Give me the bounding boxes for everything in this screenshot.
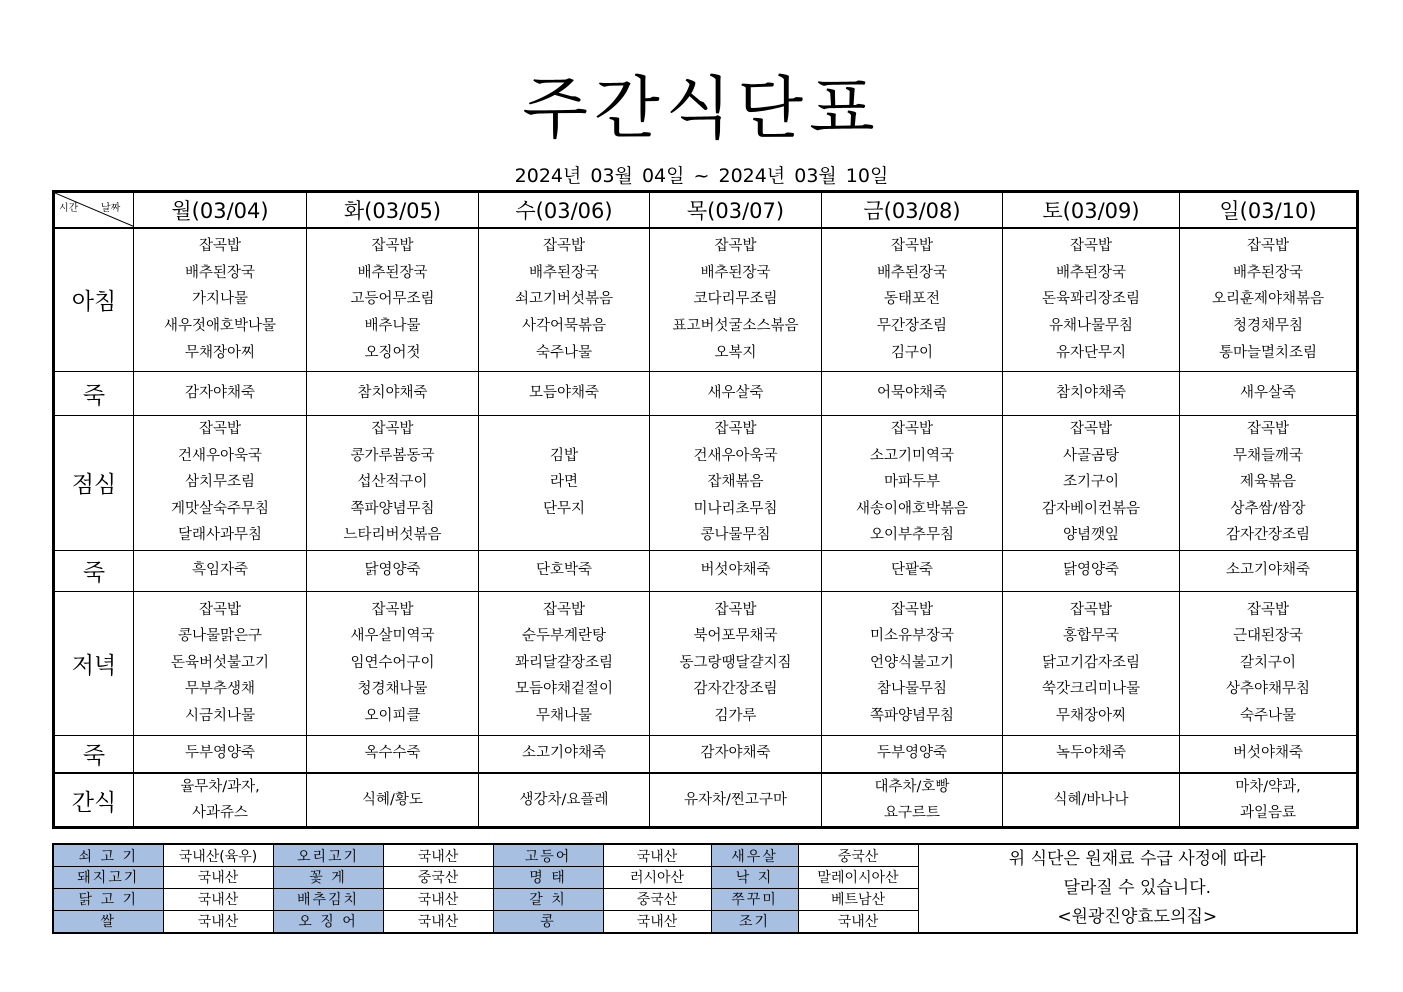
origin-country: 국내산: [163, 888, 273, 910]
menu-item: 제육볶음: [1239, 474, 1297, 491]
origin-table: [52, 843, 1358, 934]
menu-item: 소고기미역국: [869, 447, 955, 464]
porridge-cell: 어묵야채죽: [822, 371, 1003, 415]
menu-item: 잡곡밥: [714, 421, 757, 438]
menu-item: 상추쌈/쌈장: [1230, 500, 1306, 517]
menu-item: 북어포무채국: [693, 628, 778, 645]
day-header-thu: 목(03/07): [650, 192, 822, 229]
menu-cell: [479, 228, 650, 371]
menu-item: 오리훈제야채볶음: [1211, 291, 1325, 308]
menu-item: 배추된장국: [184, 264, 256, 281]
menu-item: 숙주나물: [1239, 707, 1297, 724]
row-label-porridge: 죽: [54, 735, 134, 773]
menu-item: 요구르트: [883, 805, 941, 821]
menu-item: 잡곡밥: [714, 601, 757, 618]
notice-text: [918, 844, 1357, 933]
porridge-cell: 단호박죽: [479, 550, 650, 591]
menu-item: <원광진양효도의집>: [1057, 907, 1218, 927]
menu-item: 생강차/요플레: [519, 792, 609, 808]
day-header-mon: 월(03/04): [134, 192, 307, 229]
menu-item: 잡채볶음: [707, 474, 764, 491]
row-label-dinner: 저녁: [54, 591, 134, 735]
menu-item: 잡곡밥: [542, 601, 586, 618]
menu-item: 동그랑땡달걀지짐: [679, 654, 792, 671]
menu-item: 콩나물맑은구: [177, 628, 263, 645]
menu-item: 표고버섯굴소스볶음: [672, 318, 799, 335]
menu-item: 대추차/호빵: [874, 779, 950, 795]
menu-item: 새우살미역국: [350, 628, 435, 645]
menu-item: 달래사과무침: [177, 527, 263, 544]
origin-country: 러시아산: [603, 867, 711, 889]
origin-item: 닭 고 기: [53, 888, 163, 910]
origin-country: 중국산: [603, 888, 711, 910]
menu-cell: [822, 228, 1003, 371]
menu-item: 마차/약과,: [1235, 779, 1301, 795]
weekly-menu-table: [52, 190, 1359, 829]
menu-item: 배추된장국: [1232, 264, 1304, 281]
origin-country: 국내산: [603, 910, 711, 933]
menu-cell: [134, 591, 307, 735]
menu-item: 무채장아찌: [1055, 707, 1127, 724]
menu-cell: [307, 591, 479, 735]
corner-time-label: 시간: [59, 203, 79, 214]
menu-item: 식혜/바나나: [1053, 792, 1129, 808]
menu-item: 꽈리달걀장조림: [514, 654, 614, 671]
menu-item: 무채장아찌: [184, 344, 256, 361]
menu-item: 순두부계란탕: [521, 628, 607, 645]
menu-cell: [134, 228, 307, 371]
menu-item: 잡곡밥: [371, 601, 414, 618]
origin-country: 국내산: [163, 867, 273, 889]
menu-item: 콩나물무침: [700, 527, 771, 544]
menu-cell: [1180, 415, 1358, 550]
menu-cell: [307, 415, 479, 550]
porridge-cell: 흑임자죽: [134, 550, 307, 591]
menu-item: 잡곡밥: [1246, 421, 1290, 438]
origin-country: 국내산: [383, 888, 493, 910]
menu-item: 청경채무침: [1232, 318, 1304, 335]
origin-country: 중국산: [798, 844, 918, 867]
menu-item: 율무차/과자,: [180, 779, 260, 795]
menu-item: 배추된장국: [1055, 264, 1127, 281]
menu-cell: [650, 415, 822, 550]
origin-country: 국내산: [383, 844, 493, 867]
menu-item: 오복지: [714, 344, 757, 361]
menu-item: 닭고기감자조림: [1041, 654, 1141, 671]
menu-item: 배추된장국: [357, 264, 428, 281]
snack-cell: [650, 773, 822, 828]
corner-date-label: 날짜: [101, 203, 121, 214]
origin-item: 갈 치: [493, 888, 603, 910]
porridge-cell: 모듬야채죽: [479, 371, 650, 415]
menu-item: 청경채나물: [357, 681, 428, 698]
origin-item: 꽃 게: [273, 867, 383, 889]
origin-item: 고등어: [493, 844, 603, 867]
menu-item: 통마늘멸치조림: [1218, 344, 1318, 361]
menu-cell: [822, 591, 1003, 735]
origin-item: 돼지고기: [53, 867, 163, 889]
menu-item: 잡곡밥: [198, 421, 242, 438]
menu-item: 건새우아욱국: [177, 447, 263, 464]
menu-item: 무채들깨국: [1232, 447, 1304, 464]
menu-item: 위 식단은 원재료 수급 사정에 따라: [1008, 849, 1266, 869]
menu-item: 홍합무국: [1062, 628, 1120, 645]
porridge-cell: 옥수수죽: [307, 735, 479, 773]
menu-item: 상추야채무침: [1225, 681, 1311, 698]
porridge-cell: 감자야채죽: [650, 735, 822, 773]
page-title: 주간식단표: [522, 70, 881, 149]
origin-country: 국내산(육우): [163, 844, 273, 867]
row-label-lunch: 점심: [54, 415, 134, 550]
day-header-sat: 토(03/09): [1003, 192, 1180, 229]
menu-cell: [134, 415, 307, 550]
menu-item: 김밥: [549, 447, 578, 464]
origin-item: 쭈꾸미: [711, 888, 798, 910]
menu-item: 잡곡밥: [542, 238, 586, 255]
menu-item: 갈치구이: [1239, 654, 1297, 671]
menu-item: 사과쥬스: [191, 805, 249, 821]
origin-item: 낙 지: [711, 867, 798, 889]
menu-item: 미소유부장국: [869, 628, 955, 645]
porridge-cell: 참치야채죽: [1003, 371, 1180, 415]
porridge-cell: 단팥죽: [822, 550, 1003, 591]
porridge-cell: 버섯야채죽: [650, 550, 822, 591]
menu-item: 배추된장국: [528, 264, 600, 281]
menu-item: 오징어젓: [364, 344, 421, 361]
menu-item: 잡곡밥: [714, 238, 757, 255]
menu-item: 오이피클: [364, 707, 421, 724]
menu-item: 감자베이컨볶음: [1041, 500, 1141, 517]
porridge-cell: 버섯야채죽: [1180, 735, 1358, 773]
menu-item: 게맛살숙주무침: [170, 500, 270, 517]
menu-item: 잡곡밥: [371, 421, 414, 438]
menu-item: 마파두부: [883, 474, 941, 491]
snack-cell: [1180, 773, 1358, 828]
snack-cell: [479, 773, 650, 828]
row-label-porridge: 죽: [54, 550, 134, 591]
menu-cell: [1003, 415, 1180, 550]
menu-item: 미나리초무침: [693, 500, 778, 517]
day-header-fri: 금(03/08): [822, 192, 1003, 229]
menu-item: 잡곡밥: [371, 238, 414, 255]
menu-item: 오이부추무침: [869, 527, 955, 544]
menu-item: 건새우아욱국: [693, 447, 778, 464]
menu-item: 배추된장국: [876, 264, 948, 281]
menu-cell: [1003, 228, 1180, 371]
origin-country: 중국산: [383, 867, 493, 889]
menu-item: 섭산적구이: [357, 474, 428, 491]
menu-item: 가지나물: [191, 291, 249, 308]
snack-cell: [822, 773, 1003, 828]
menu-item: 삼치무조림: [184, 474, 256, 491]
origin-item: 새우살: [711, 844, 798, 867]
porridge-cell: 두부영양죽: [134, 735, 307, 773]
origin-item: 쇠 고 기: [53, 844, 163, 867]
menu-item: 김가루: [714, 707, 757, 724]
menu-item: 잡곡밥: [1069, 421, 1113, 438]
origin-item: 오 징 어: [273, 910, 383, 933]
menu-item: 잡곡밥: [890, 421, 934, 438]
menu-item: 고등어무조림: [350, 291, 435, 308]
porridge-cell: 소고기야채죽: [1180, 550, 1358, 591]
menu-item: 무부추생채: [184, 681, 256, 698]
menu-item: 잡곡밥: [198, 601, 242, 618]
menu-item: 무채나물: [535, 707, 593, 724]
menu-item: 쇠고기버섯볶음: [514, 291, 614, 308]
menu-item: 달라질 수 있습니다.: [1063, 878, 1212, 898]
menu-item: 유자단무지: [1055, 344, 1127, 361]
menu-item: 잡곡밥: [1246, 601, 1290, 618]
menu-item: 숙주나물: [535, 344, 593, 361]
porridge-cell: 두부영양죽: [822, 735, 1003, 773]
menu-item: 언양식불고기: [869, 654, 955, 671]
menu-item: 양념깻잎: [1062, 527, 1120, 544]
menu-item: 감자간장조림: [1225, 527, 1311, 544]
menu-item: 라면: [549, 474, 578, 491]
menu-cell: [1003, 591, 1180, 735]
menu-item: 잡곡밥: [890, 238, 934, 255]
snack-cell: [134, 773, 307, 828]
porridge-cell: 새우살죽: [650, 371, 822, 415]
snack-cell: [307, 773, 479, 828]
row-label-porridge: 죽: [54, 371, 134, 415]
menu-item: 배추된장국: [700, 264, 771, 281]
menu-item: 무간장조림: [876, 318, 948, 335]
porridge-cell: 새우살죽: [1180, 371, 1358, 415]
menu-item: 돈육버섯불고기: [170, 654, 270, 671]
origin-item: 조기: [711, 910, 798, 933]
porridge-cell: 녹두야채죽: [1003, 735, 1180, 773]
menu-cell: [822, 415, 1003, 550]
menu-item: 감자간장조림: [693, 681, 778, 698]
menu-item: 돈육꽈리장조림: [1041, 291, 1141, 308]
day-header-sun: 일(03/10): [1180, 192, 1358, 229]
menu-item: 동태포전: [883, 291, 941, 308]
origin-item: 명 태: [493, 867, 603, 889]
menu-item: 배추나물: [364, 318, 421, 335]
menu-item: 근대된장국: [1232, 628, 1304, 645]
menu-item: 단무지: [542, 500, 586, 517]
origin-country: 국내산: [603, 844, 711, 867]
date-range: 2024년 03월 04일 ~ 2024년 03월 10일: [514, 165, 889, 187]
menu-item: 느타리버섯볶음: [343, 527, 442, 544]
menu-cell: [479, 415, 650, 550]
menu-item: 새우젓애호박나물: [163, 318, 277, 335]
menu-item: 사골곰탕: [1062, 447, 1120, 464]
origin-item: 콩: [493, 910, 603, 933]
origin-country: 국내산: [383, 910, 493, 933]
day-header-wed: 수(03/06): [479, 192, 650, 229]
menu-item: 참나물무침: [876, 681, 948, 698]
menu-item: 시금치나물: [184, 707, 256, 724]
porridge-cell: 감자야채죽: [134, 371, 307, 415]
menu-cell: [650, 591, 822, 735]
menu-item: 과일음료: [1239, 805, 1297, 821]
menu-item: 잡곡밥: [1069, 238, 1113, 255]
menu-item: 사각어묵볶음: [521, 318, 607, 335]
menu-item: 식혜/황도: [362, 792, 423, 808]
menu-item: 코다리무조림: [693, 291, 778, 308]
menu-item: 쪽파양념무침: [350, 500, 435, 517]
origin-country: 국내산: [163, 910, 273, 933]
menu-cell: [307, 228, 479, 371]
origin-item: 쌀: [53, 910, 163, 933]
menu-item: 모듬야채겉절이: [514, 681, 614, 698]
row-label-breakfast: 아침: [54, 228, 134, 371]
menu-item: 잡곡밥: [890, 601, 934, 618]
day-header-tue: 화(03/05): [307, 192, 479, 229]
corner-cell: [54, 192, 134, 229]
menu-item: 조기구이: [1062, 474, 1120, 491]
porridge-cell: 참치야채죽: [307, 371, 479, 415]
menu-item: 잡곡밥: [198, 238, 242, 255]
origin-country: 베트남산: [798, 888, 918, 910]
snack-cell: [1003, 773, 1180, 828]
origin-item: 배추김치: [273, 888, 383, 910]
menu-item: 쑥갓크리미나물: [1041, 681, 1141, 698]
menu-cell: [1180, 228, 1358, 371]
menu-item: 잡곡밥: [1246, 238, 1290, 255]
porridge-cell: 닭영양죽: [1003, 550, 1180, 591]
menu-cell: [479, 591, 650, 735]
menu-cell: [650, 228, 822, 371]
row-label-snack: 간식: [54, 773, 134, 828]
menu-item: 임연수어구이: [350, 654, 435, 671]
menu-item: 잡곡밥: [1069, 601, 1113, 618]
origin-item: 오리고기: [273, 844, 383, 867]
porridge-cell: 소고기야채죽: [479, 735, 650, 773]
origin-country: 국내산: [798, 910, 918, 933]
menu-item: 쪽파양념무침: [869, 707, 955, 724]
menu-item: 유채나물무침: [1048, 318, 1134, 335]
menu-item: 새송이애호박볶음: [855, 500, 969, 517]
porridge-cell: 닭영양죽: [307, 550, 479, 591]
menu-cell: [1180, 591, 1358, 735]
menu-item: 콩가루봄동국: [350, 447, 435, 464]
menu-item: 김구이: [890, 344, 934, 361]
menu-item: 유자차/찐고구마: [684, 792, 787, 808]
origin-country: 말레이시아산: [798, 867, 918, 889]
